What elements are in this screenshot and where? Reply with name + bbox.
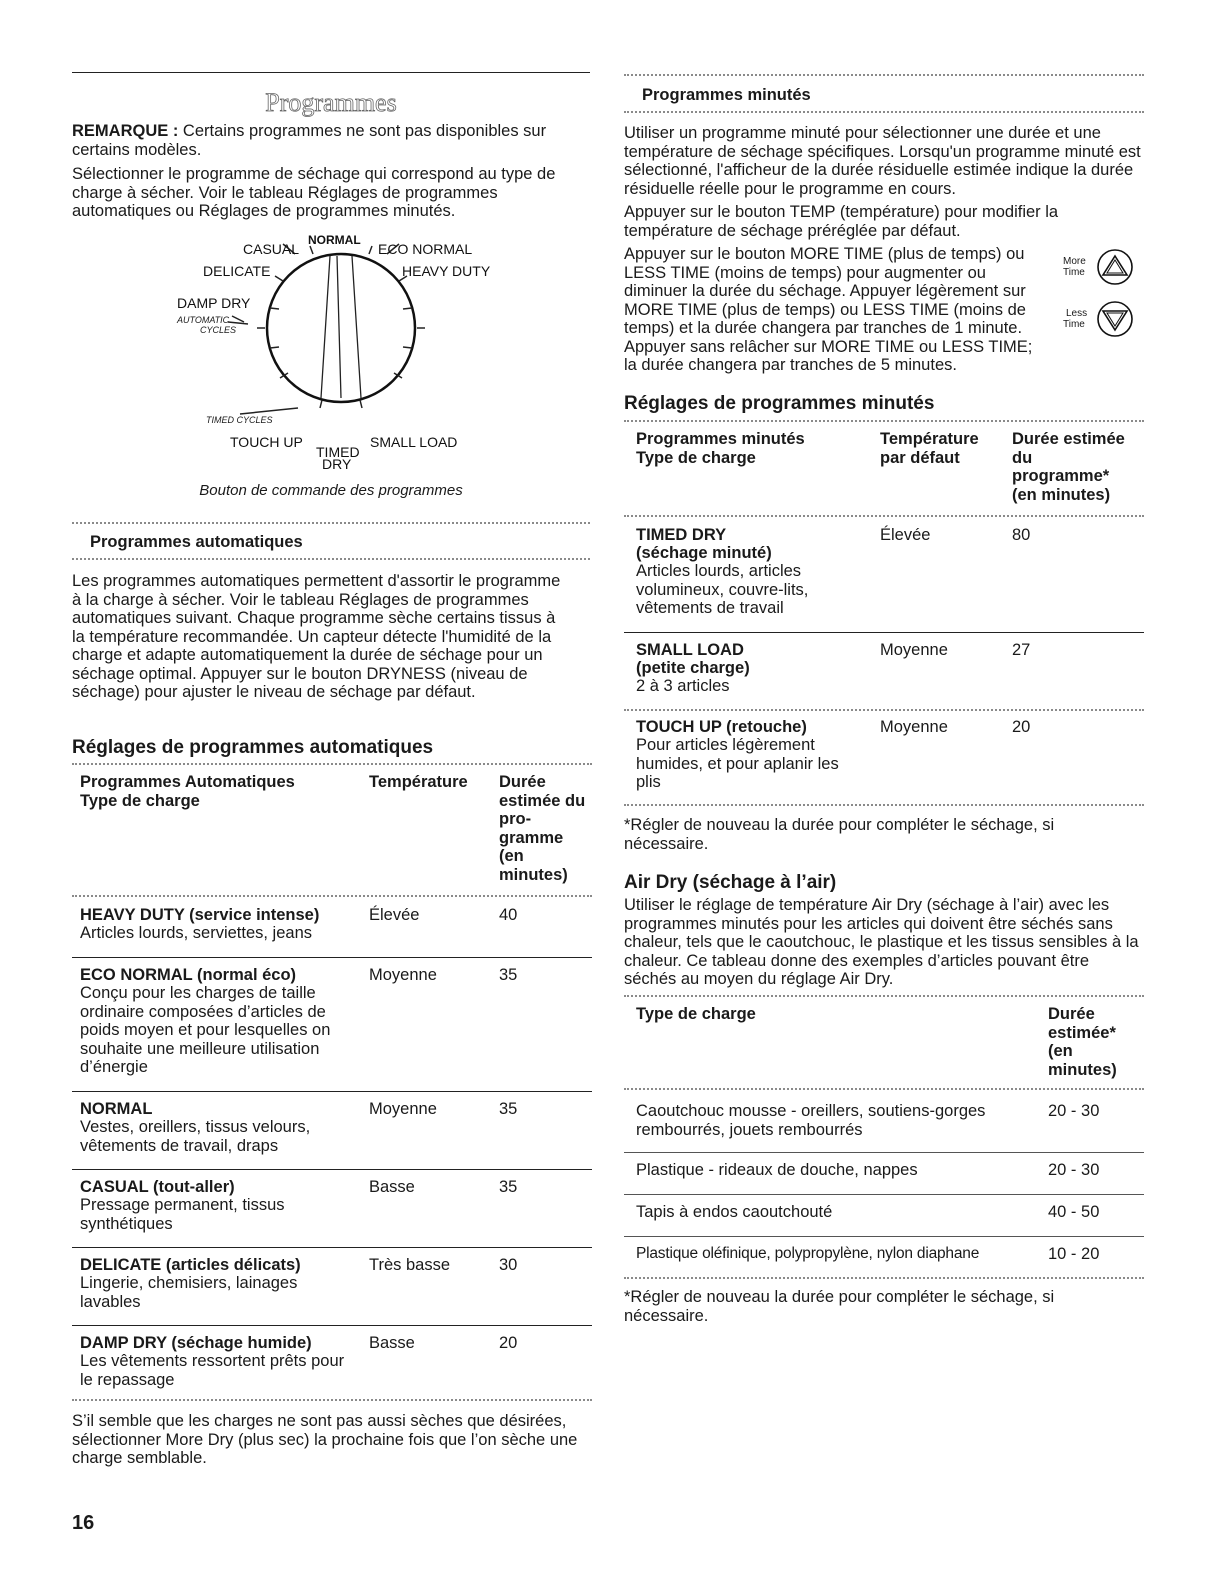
timed-row-name: TOUCH UP (retouche) (636, 718, 807, 736)
row-divider (72, 1325, 592, 1326)
airdry-row-time: 20 - 30 (1048, 1161, 1100, 1179)
row-divider (72, 1169, 592, 1170)
timed-th-par-defaut: par défaut (880, 449, 960, 467)
divider (624, 1277, 1144, 1279)
timed-paragraph-1: Utiliser un programme minuté pour sélectionner une durée et une température de séchage spécifiques. Lorsqu'un programme minuté est sélectionné, l'afficheur de la durée résiduelle estimée indique la durée résiduelle réelle pour le programme en cours. (624, 124, 1141, 198)
dial-casual: CASUAL (243, 241, 300, 257)
row-divider (72, 1247, 592, 1248)
auto-section-title: Programmes automatiques (90, 533, 303, 551)
auto-row-temp: Moyenne (369, 966, 437, 984)
dial-timed-cycles: TIMED CYCLES (206, 415, 273, 425)
top-rule (72, 72, 590, 73)
divider (624, 995, 1144, 997)
row-divider (624, 709, 1144, 711)
auto-row-desc: Vestes, oreillers, tissus velours, vêtements de travail, draps (80, 1118, 311, 1155)
divider (72, 558, 590, 560)
cycle-dial-figure (170, 228, 500, 478)
row-divider (624, 1152, 1144, 1153)
auto-th-temperature: Température (369, 773, 468, 791)
more-time-button[interactable] (1062, 246, 1144, 286)
timed-th-duree: Durée estimée du programme* (en minutes) (1012, 430, 1125, 504)
dial-dry: DRY (322, 456, 352, 472)
auto-th-programmes: Programmes Automatiques (80, 773, 295, 791)
timed-row-time: 80 (1012, 526, 1031, 544)
intro-paragraph: Sélectionner le programme de séchage qui correspond au type de charge à sécher. Voir le tableau Réglages de programmes automatiques ou Réglages de programmes minutés. (72, 165, 556, 220)
auto-row-temp: Basse (369, 1334, 415, 1352)
airdry-th-duree: Durée estimée* (en minutes) (1048, 1005, 1117, 1079)
dial-heavy-duty: HEAVY DUTY (402, 263, 491, 279)
auto-row-name: CASUAL (tout-aller) (80, 1178, 235, 1196)
timed-row-time: 20 (1012, 718, 1031, 736)
airdry-row-type: Caoutchouc mousse - oreillers, soutiens-gorges rembourrés, jouets rembourrés (636, 1102, 986, 1139)
row-divider (624, 1194, 1144, 1195)
airdry-paragraph: Utiliser le réglage de température Air Dry (séchage à l’air) avec les programmes minutés pour les articles qui doivent être séchés sans chaleur, tels que le caoutchouc, le plastique et les tissus sensibles à la chaleur. Ce tableau donne des exemples d’articles pouvant être séchés au moyen du réglage Air Dry. (624, 896, 1139, 988)
auto-row-time: 30 (499, 1256, 518, 1274)
timed-row-name: SMALL LOAD (636, 641, 744, 659)
row-divider (72, 1091, 592, 1092)
airdry-title: Air Dry (séchage à l’air) (624, 872, 837, 893)
dial-timed: TIMED (316, 444, 360, 460)
dial-damp-dry: DAMP DRY (177, 295, 251, 311)
auto-row-time: 35 (499, 1178, 518, 1196)
timed-row-temp: Élevée (880, 526, 931, 544)
more-time-label-1: More (1063, 256, 1086, 267)
divider (624, 1088, 1144, 1090)
dial-cycles: CYCLES (200, 325, 237, 335)
timed-th-type: Type de charge (636, 449, 756, 467)
remarque-note (72, 122, 592, 159)
airdry-row-time: 10 - 20 (1048, 1245, 1100, 1263)
row-divider (624, 632, 1144, 633)
auto-row-time: 20 (499, 1334, 518, 1352)
airdry-row-time: 40 - 50 (1048, 1203, 1100, 1221)
less-time-label-2: Time (1063, 319, 1085, 330)
page-number: 16 (72, 1512, 95, 1534)
divider (624, 111, 1144, 113)
more-time-label-2: Time (1063, 267, 1085, 278)
auto-table-title: Réglages de programmes automatiques (72, 737, 434, 758)
timed-row-temp: Moyenne (880, 718, 948, 736)
dial-automatic: AUTOMATIC (177, 315, 230, 325)
auto-row-name: HEAVY DUTY (service intense) (80, 906, 320, 924)
dial-small-load: SMALL LOAD (370, 434, 458, 450)
divider (72, 763, 592, 765)
timed-paragraph-3: Appuyer sur le bouton MORE TIME (plus de temps) ou LESS TIME (moins de temps) pour augmenter ou diminuer la durée du séchage. Appuyer légèrement sur MORE TIME (plus de temps) ou LESS TIME (moins de temps) et la durée changera par tranches de 1 minute. Appuyer sans relâcher sur MORE TIME ou LESS TIME; la durée changera par tranches de 5 minutes. (624, 245, 1033, 374)
airdry-row-time: 20 - 30 (1048, 1102, 1100, 1120)
auto-row-time: 35 (499, 966, 518, 984)
down-triangle-icon (1096, 300, 1134, 338)
note-label: REMARQUE : (72, 122, 179, 140)
divider (72, 895, 592, 897)
airdry-row-type: Plastique oléfinique, polypropylène, nylon diaphane (636, 1245, 980, 1262)
timed-section-title: Programmes minutés (642, 86, 811, 104)
airdry-row-type: Plastique - rideaux de douche, nappes (636, 1161, 918, 1179)
divider (624, 804, 1144, 806)
timed-th-temperature: Température (880, 430, 979, 448)
timed-row-temp: Moyenne (880, 641, 948, 659)
less-time-button[interactable] (1062, 300, 1144, 340)
auto-footer: S’il semble que les charges ne sont pas aussi sèches que désirées, sélectionner More Dry (plus sec) la prochaine fois que l’on sèche une charge semblable. (72, 1412, 578, 1467)
auto-row-temp: Très basse (369, 1256, 451, 1274)
auto-row-desc: Les vêtements ressortent prêts pour le repassage (80, 1352, 345, 1389)
dial-touch-up: TOUCH UP (230, 434, 303, 450)
auto-row-name: ECO NORMAL (normal éco) (80, 966, 297, 984)
auto-row-temp: Basse (369, 1178, 415, 1196)
auto-th-type: Type de charge (80, 792, 200, 810)
timed-footnote: *Régler de nouveau la durée pour compléter le séchage, si nécessaire. (624, 816, 1055, 853)
divider (72, 1399, 592, 1401)
auto-row-name: DELICATE (articles délicats) (80, 1256, 301, 1274)
timed-table-title: Réglages de programmes minutés (624, 393, 935, 414)
divider (624, 74, 1144, 76)
auto-row-desc: Conçu pour les charges de taille ordinaire composées d’articles de poids moyen et pour lesquelles on souhaite une meilleure utilisation d’énergie (80, 984, 331, 1076)
timed-row-subname: (séchage minuté) (636, 544, 772, 562)
note-text: Certains programmes ne sont pas disponibles sur certains modèles. (72, 122, 547, 159)
less-time-label-1: Less (1066, 308, 1088, 319)
timed-row-subname: (petite charge) (636, 659, 750, 677)
auto-row-time: 40 (499, 906, 518, 924)
auto-paragraph: Les programmes automatiques permettent d'assortir le programme à la charge à sécher. Voir le tableau Réglages de programmes automatiques suivant. Chaque programme sèche certains tissus à la température recommandée. Un capteur détecte l'humidité de la charge et adapte automatiquement la durée de séchage pour un séchage optimal. Appuyer sur le bouton DRYNESS (niveau de séchage) pour ajuster le niveau de séchage par défaut. (72, 572, 561, 701)
auto-row-temp: Moyenne (369, 1100, 437, 1118)
divider (624, 515, 1144, 517)
auto-row-desc: Articles lourds, serviettes, jeans (80, 924, 313, 942)
timed-row-desc: 2 à 3 articles (636, 677, 730, 695)
timed-row-time: 27 (1012, 641, 1031, 659)
timed-paragraph-2: Appuyer sur le bouton TEMP (température) pour modifier la température de séchage préréglée par défaut. (624, 203, 1059, 240)
timed-row-desc: Articles lourds, articles volumineux, couvre-lits, vêtements de travail (636, 562, 809, 617)
auto-row-desc: Pressage permanent, tissus synthétiques (80, 1196, 285, 1233)
auto-row-name: DAMP DRY (séchage humide) (80, 1334, 312, 1352)
row-divider (624, 1236, 1144, 1237)
divider (624, 420, 1144, 422)
airdry-row-type: Tapis à endos caoutchouté (636, 1203, 833, 1221)
timed-th-programmes: Programmes minutés (636, 430, 805, 448)
dial-delicate: DELICATE (203, 263, 271, 279)
up-triangle-icon (1096, 248, 1134, 286)
dial-caption: Bouton de commande des programmes (199, 482, 463, 499)
page-title: Programmes (265, 88, 397, 117)
auto-row-temp: Élevée (369, 906, 420, 924)
auto-row-desc: Lingerie, chemisiers, lainages lavables (80, 1274, 298, 1311)
auto-row-name: NORMAL (80, 1100, 153, 1118)
airdry-th-type: Type de charge (636, 1005, 756, 1023)
timed-row-name: TIMED DRY (636, 526, 727, 544)
auto-row-time: 35 (499, 1100, 518, 1118)
timed-row-desc: Pour articles légèrement humides, et pour aplanir les plis (636, 736, 839, 791)
auto-th-duree: Durée estimée du pro- gramme (en minutes) (499, 773, 586, 884)
dial-normal: NORMAL (308, 233, 361, 247)
airdry-footnote: *Régler de nouveau la durée pour compléter le séchage, si nécessaire. (624, 1288, 1055, 1325)
dial-eco-normal: ECO NORMAL (378, 241, 473, 257)
row-divider (72, 957, 592, 958)
divider (72, 522, 590, 524)
